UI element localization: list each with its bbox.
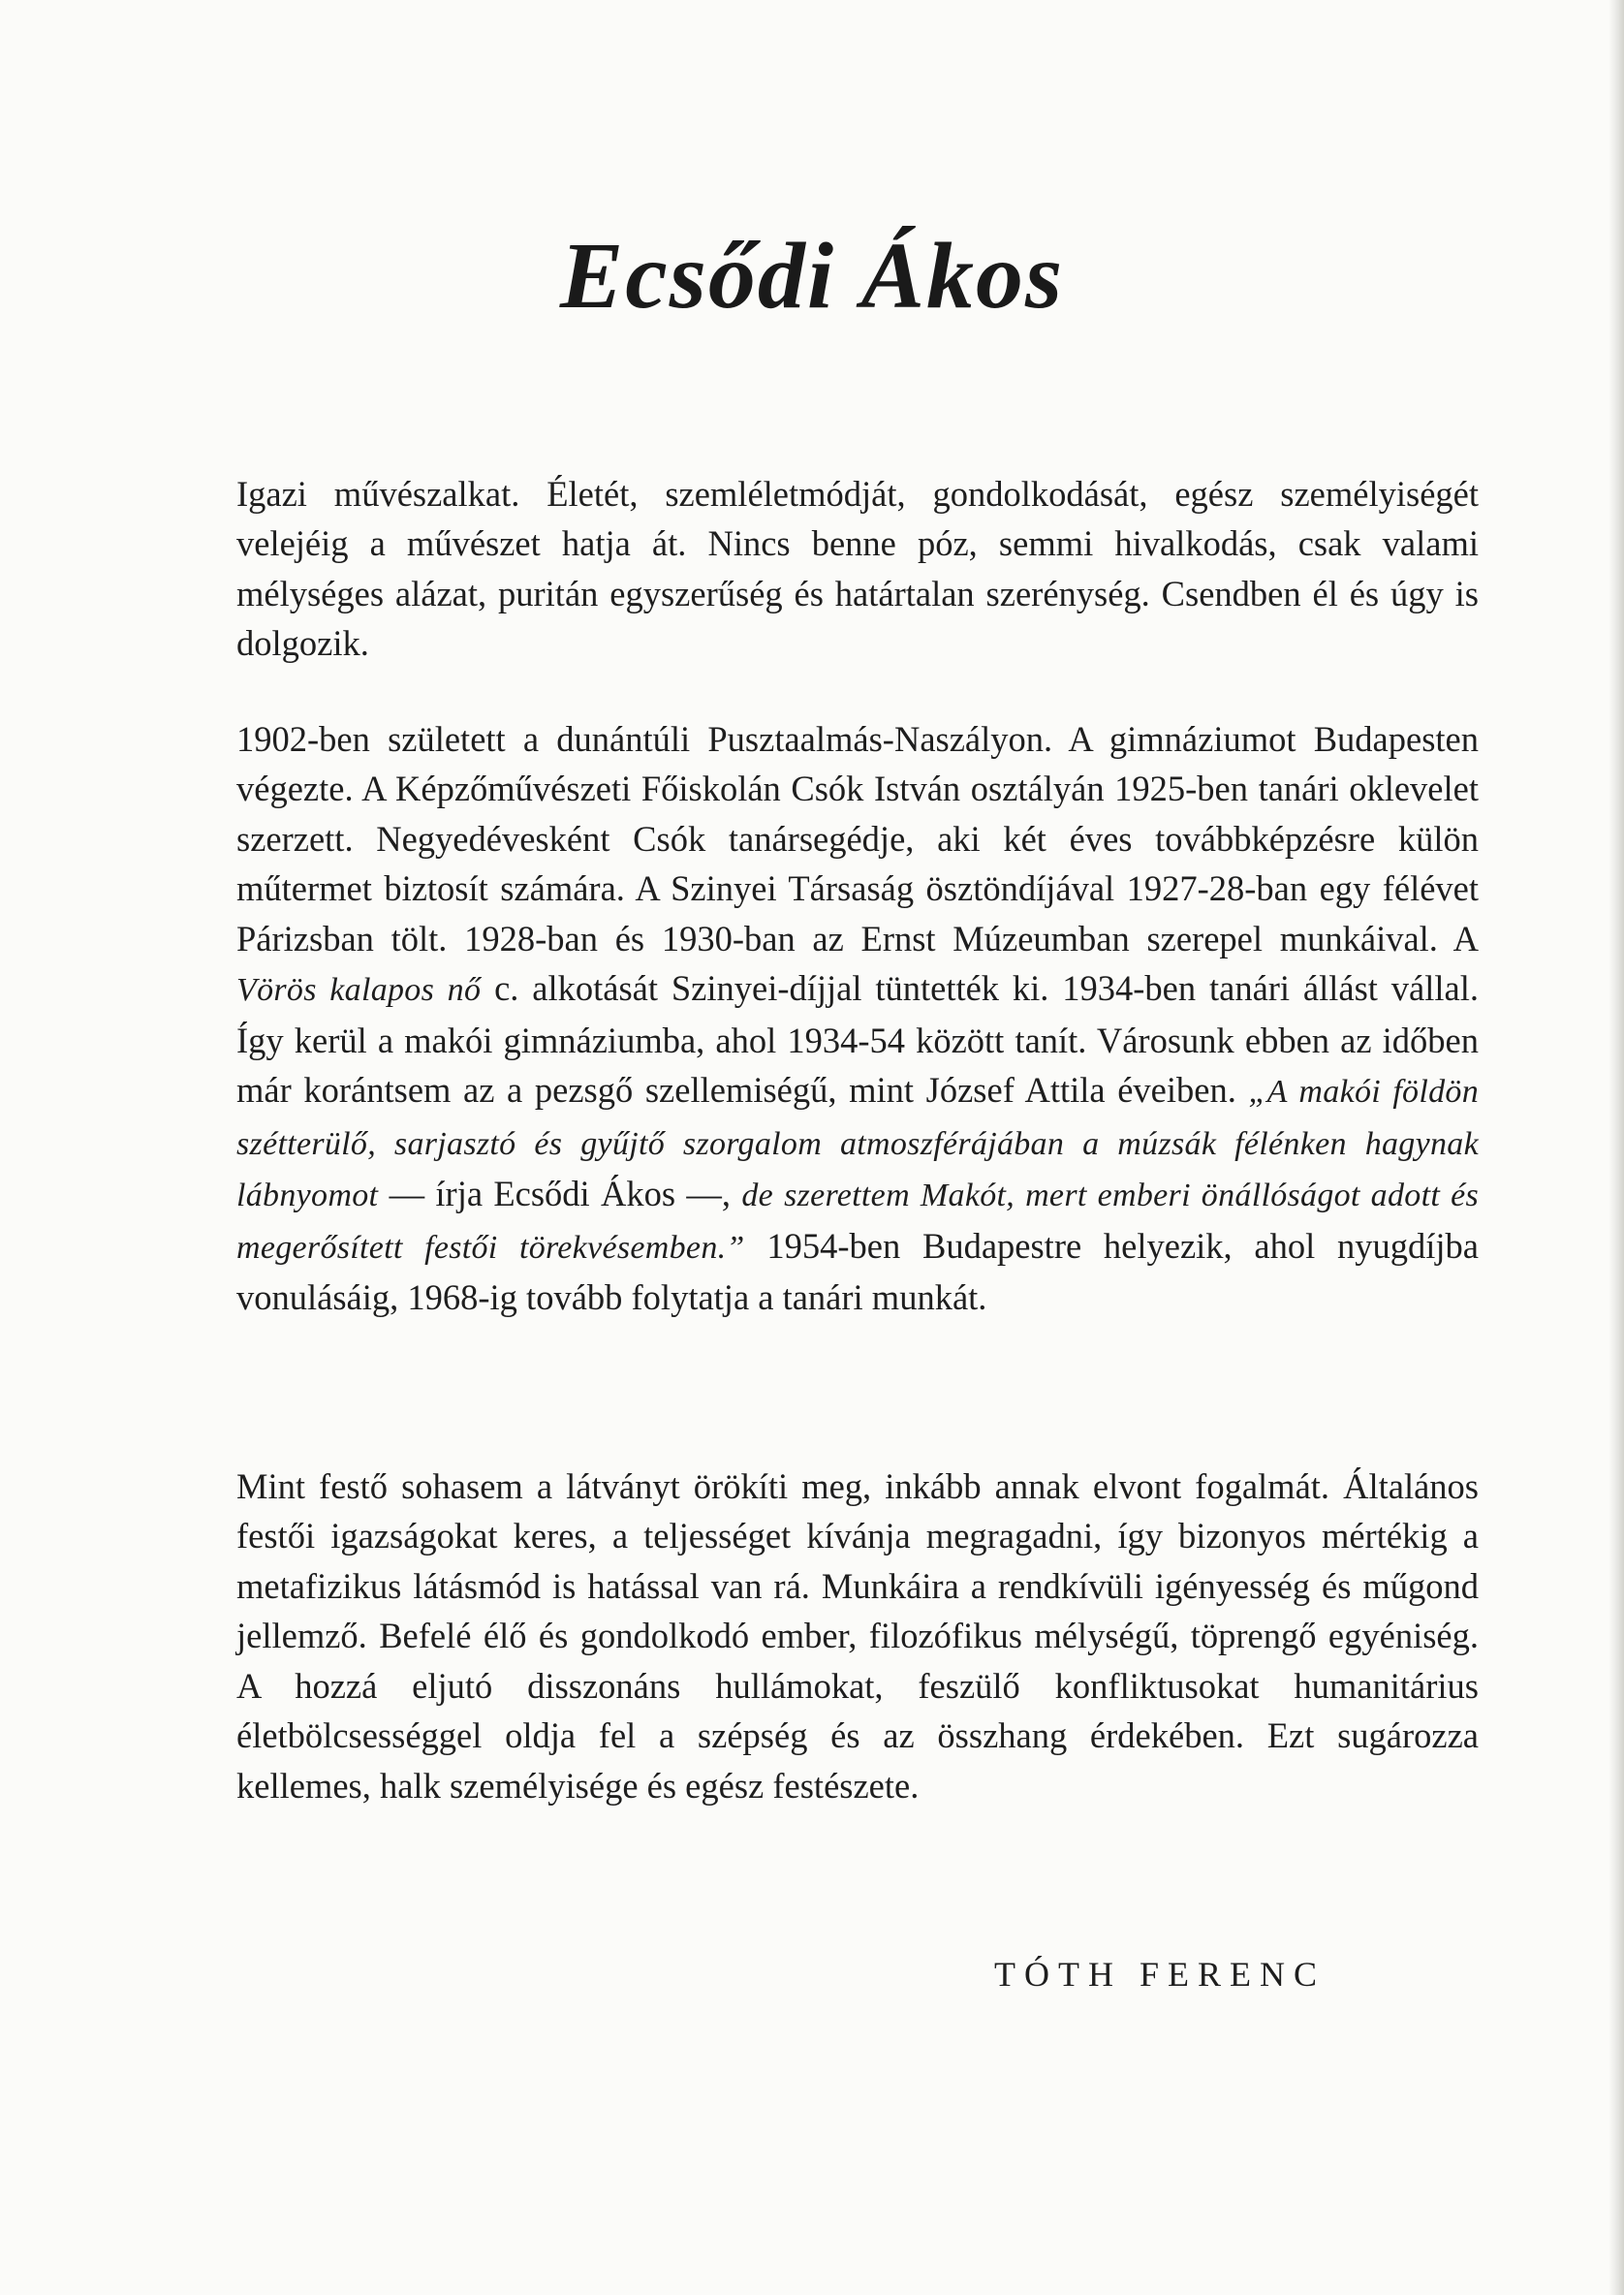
text-run: — írja Ecsődi Ákos —, <box>378 1174 742 1213</box>
text-run: Mint festő sohasem a látványt örökíti meg, inkább annak elvont fogalmát. Általános festői igazságokat keres, a teljességet kívánja megragadni, így bizonyos mértékig a metafizikus látásmód is hatással van rá. Munkáira a rendkívüli igényesség és műgond jellemző. Befelé élő és gondolkodó ember, filozófikus mélységű, töprengő egyéniség. A hozzá eljutó disszonáns hullámokat, feszülő konfliktusokat humanitárius életbölcsességgel oldja fel a szépség és az összhang érdekében. Ezt sugározza kellemes, halk személyisége és egész festészete. <box>236 1465 1479 1806</box>
text-run: c. alkotását Szinyei-díjjal tüntették ki. 1934-ben tanári állást vállal. Így kerül a makói gimnáziumba, ahol 1934-54 között tanít. Városunk ebben az időben már korántsem az a pezsgő szellemiségű, mint József Attila éveiben. <box>236 968 1479 1110</box>
paragraph-1 <box>236 469 1479 669</box>
text-run: 1954-ben Budapestre helyezik, ahol nyugdíjba vonulásáig, 1968-ig tovább folytatja a tanári munkát. <box>236 1225 1480 1317</box>
italic-text-run: Vörös kalapos nő <box>236 972 482 1008</box>
page-title: Ecsődi Ákos <box>559 223 1065 329</box>
paragraph-2 <box>236 714 1479 1323</box>
text-run: Igazi művészalkat. Életét, szemléletmódját, gondolkodását, egész személyiségét velejéig a művészet hatja át. Nincs benne póz, semmi hivalkodás, csak valami mélységes alázat, puritán egyszerűség és határtalan szerénység. Csendben él és úgy is dolgozik. <box>236 473 1479 663</box>
text-run: 1902-ben született a dunántúli Pusztaalmás-Naszályon. A gimnáziumot Budapesten végezte. A Képzőművészeti Főiskolán Csók István osztályán 1925-ben tanári oklevelet szerzett. Negyedévesként Csók tanársegédje, aki két éves továbbképzésre külön műtermet biztosít számára. A Szinyei Társaság ösztöndíjával 1927-28-ban egy félévet Párizsban tölt. 1928-ban és 1930-ban az Ernst Múzeumban szerepel munkáival. A <box>236 718 1479 959</box>
italic-text-run: de szerettem Makót, mert emberi önállóságot adott és megerősített festői törekvésemben.” <box>236 1178 1479 1266</box>
italic-text-run: „A makói földön szétterülő, sarjasztó és gyűjtő szorgalom atmoszférájában a múzsák félénken hagynak lábnyomot <box>236 1074 1480 1213</box>
page-edge-shadow <box>1608 0 1624 2295</box>
paragraph-3 <box>236 1462 1479 1811</box>
author-signature: TÓTH FERENC <box>994 1955 1326 1994</box>
